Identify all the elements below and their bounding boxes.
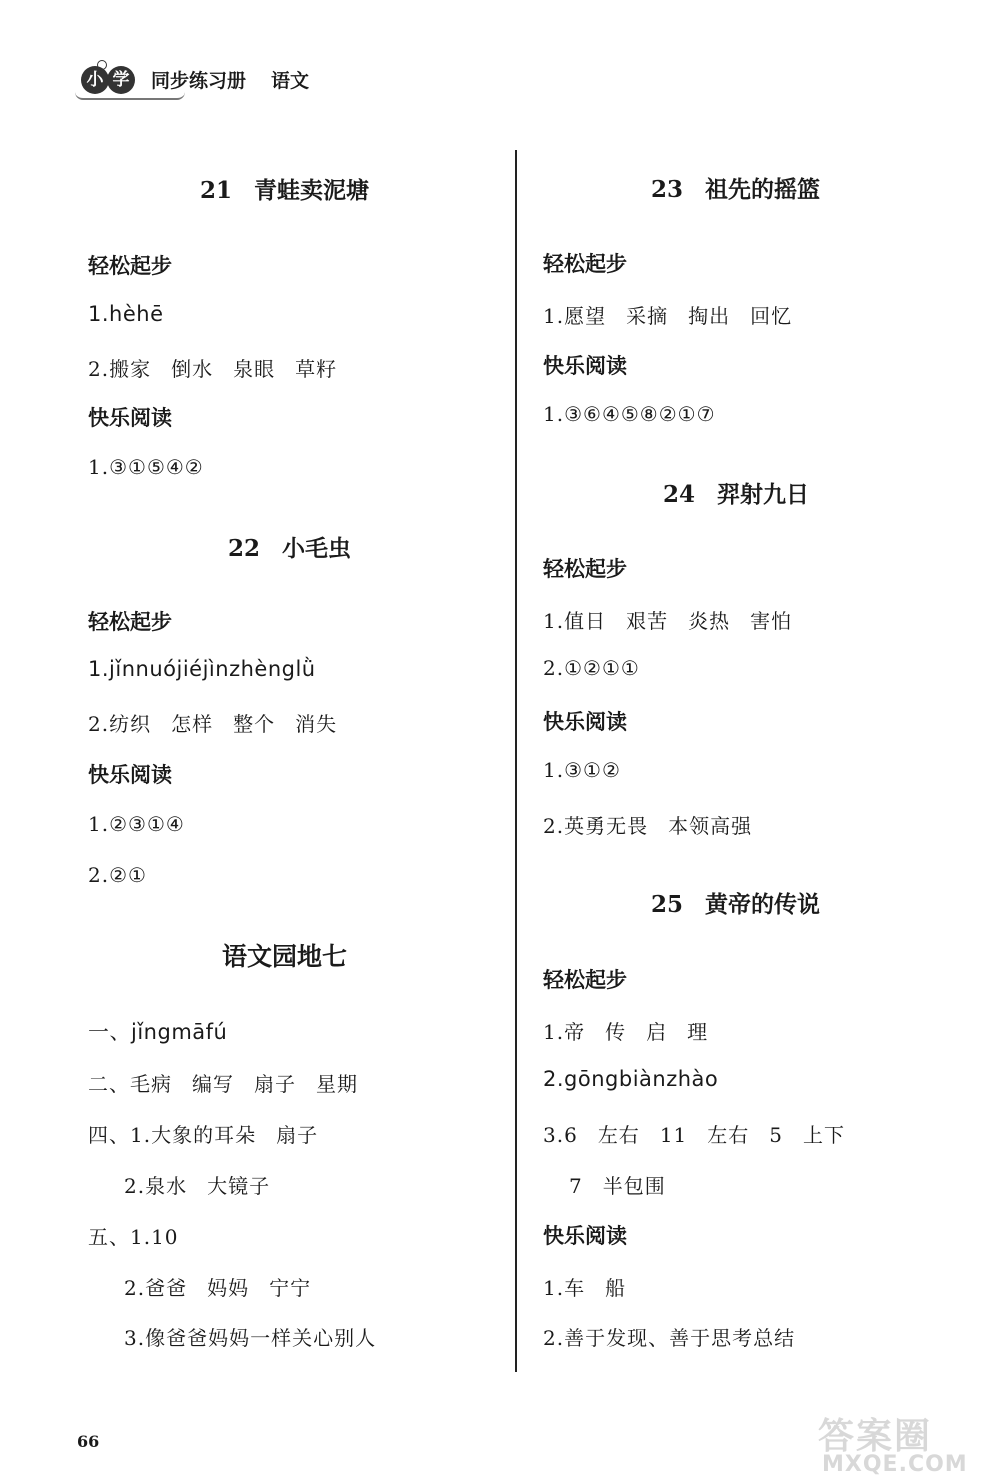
answer-line: 五、1.10: [88, 1225, 179, 1249]
answer-line: [543, 1272, 626, 1301]
answer-line: [88, 657, 316, 681]
answer-part: 5: [769, 1123, 783, 1147]
answer-part: 炎热: [688, 609, 731, 633]
logo-swoosh: [75, 92, 185, 100]
answer-part: 传: [605, 1020, 627, 1044]
answer-line: [88, 1068, 358, 1097]
answer-line: 1.③⑥④⑤⑧②①⑦: [543, 402, 716, 426]
book-logo: [75, 64, 143, 96]
answer-part: 星期: [316, 1072, 358, 1096]
answer-part: mā: [171, 1020, 206, 1044]
answer-part: 宁宁: [269, 1276, 312, 1300]
answer-part: 左右: [707, 1123, 750, 1147]
answer-part: zhào: [666, 1067, 719, 1091]
answer-part: biàn: [618, 1067, 667, 1091]
lesson-name: 祖先的摇篮: [705, 177, 821, 203]
lesson-21-title: [200, 172, 369, 205]
answer-part: 1.值日: [543, 609, 607, 633]
section-heading: 快乐阅读: [88, 406, 172, 430]
answer-part: 采摘: [626, 304, 669, 328]
logo-char-2: 学: [107, 66, 135, 94]
answer-line: 3.像爸爸妈妈一样关心别人: [124, 1326, 377, 1350]
section-heading: 快乐阅读: [88, 763, 172, 787]
section-heading: 轻松起步: [88, 610, 172, 634]
answer-part: 2.gōng: [543, 1067, 619, 1091]
answer-part: 2.搬家: [88, 357, 152, 381]
answer-part: jìn: [202, 657, 230, 681]
answer-part: 11: [659, 1123, 688, 1147]
lesson-23-title: [651, 171, 820, 204]
answer-part: 整个: [233, 712, 276, 736]
lesson-22-title: [228, 530, 351, 563]
logo-char-1: 小: [81, 66, 109, 94]
answer-part: 2.泉水: [124, 1174, 188, 1198]
answer-part: 艰苦: [626, 609, 669, 633]
lesson-number: 25: [651, 891, 684, 918]
answer-part: nuó: [135, 657, 177, 681]
answer-line: [543, 1016, 708, 1045]
answer-part: 妈妈: [207, 1276, 250, 1300]
answer-part: 扇子: [276, 1123, 319, 1147]
answer-part: 1.帝: [543, 1020, 586, 1044]
answer-part: 掏出: [688, 304, 731, 328]
lesson-number: 22: [228, 535, 261, 562]
page-header: [75, 62, 335, 102]
answer-line: [543, 1067, 718, 1091]
lesson-name: 青蛙卖泥塘: [254, 178, 370, 204]
answer-line: 2.②①: [88, 863, 147, 887]
answer-part: 倒水: [171, 357, 214, 381]
answer-part: 扇子: [254, 1072, 296, 1096]
answer-part: 泉眼: [233, 357, 276, 381]
answer-line: 2.①②①①: [543, 656, 640, 680]
watermark-text: 答案圈: [818, 1416, 933, 1457]
answer-part: 3.6: [543, 1123, 578, 1147]
answer-part: 四、1.大象的耳朵: [88, 1123, 257, 1147]
lesson-number: 24: [663, 481, 696, 508]
answer-part: lǜ: [295, 657, 316, 681]
subject-label: 语文: [271, 70, 310, 92]
answer-part: 2.英勇无畏: [543, 814, 649, 838]
answer-part: jié: [176, 657, 203, 681]
answer-part: 害怕: [750, 609, 793, 633]
answer-part: 2.纺织: [88, 712, 152, 736]
answer-part: 1.jǐn: [88, 657, 136, 681]
answer-part: 二、毛病: [88, 1072, 172, 1096]
answer-line: [88, 708, 337, 737]
answer-part: 编写: [192, 1072, 234, 1096]
answer-part: 怎样: [171, 712, 214, 736]
section-heading: 快乐阅读: [543, 1224, 627, 1248]
answer-part: fú: [205, 1020, 228, 1044]
lesson-25-title: [651, 886, 820, 919]
lesson-number: 21: [200, 177, 233, 204]
answer-part: 理: [687, 1020, 709, 1044]
answer-line: [88, 1016, 227, 1046]
answer-part: 消失: [295, 712, 338, 736]
answer-line: [543, 605, 792, 634]
answer-part: 回忆: [750, 304, 793, 328]
answer-part: 1.车: [543, 1276, 586, 1300]
answer-line: [543, 1119, 845, 1148]
yuandi-title: 语文园地七: [222, 942, 348, 971]
answer-line: [569, 1170, 666, 1199]
answer-part: 草籽: [295, 357, 338, 381]
answer-part: 半包围: [602, 1174, 666, 1198]
answer-part: zhèng: [229, 657, 296, 681]
lesson-name: 小毛虫: [282, 536, 352, 562]
watermark-url: MXQE.COM: [822, 1452, 968, 1477]
answer-part: 7: [569, 1174, 583, 1198]
answer-line: 1.②③①④: [88, 812, 185, 836]
answer-line: [88, 353, 337, 382]
answer-line: 2.善于发现、善于思考总结: [543, 1326, 796, 1350]
answer-part: 一、jǐng: [88, 1020, 172, 1044]
answer-line: [88, 302, 164, 326]
lesson-name: 黄帝的传说: [705, 892, 821, 918]
book-title: 同步练习册: [151, 70, 247, 92]
column-divider: [515, 150, 517, 1372]
answer-line: [124, 1170, 270, 1199]
answer-line: [543, 300, 792, 329]
section-heading: 轻松起步: [543, 252, 627, 276]
answer-part: hē: [136, 302, 164, 326]
answer-part: 1.愿望: [543, 304, 607, 328]
answer-part: 大镜子: [207, 1174, 271, 1198]
section-heading: 快乐阅读: [543, 354, 627, 378]
answer-part: 本领高强: [668, 814, 753, 838]
section-heading: 轻松起步: [88, 254, 172, 278]
lesson-24-title: [663, 476, 809, 509]
answer-part: 左右: [597, 1123, 640, 1147]
section-heading: 轻松起步: [543, 557, 627, 581]
watermark-logo: [818, 1408, 994, 1480]
section-heading: 快乐阅读: [543, 710, 627, 734]
lesson-name: 羿射九日: [717, 482, 810, 508]
answer-part: 2.爸爸: [124, 1276, 188, 1300]
answer-line: 1.③①②: [543, 758, 621, 782]
answer-part: 船: [605, 1276, 627, 1300]
answer-line: 1.③①⑤④②: [88, 455, 204, 479]
answer-line: [88, 1119, 318, 1148]
lesson-number: 23: [651, 176, 684, 203]
answer-part: 启: [646, 1020, 668, 1044]
answer-line: [124, 1272, 311, 1301]
page-number: 66: [77, 1432, 100, 1451]
answer-part: 1.hè: [88, 302, 137, 326]
answer-part: 上下: [803, 1123, 845, 1147]
section-heading: 轻松起步: [543, 968, 627, 992]
answer-line: [543, 810, 752, 839]
